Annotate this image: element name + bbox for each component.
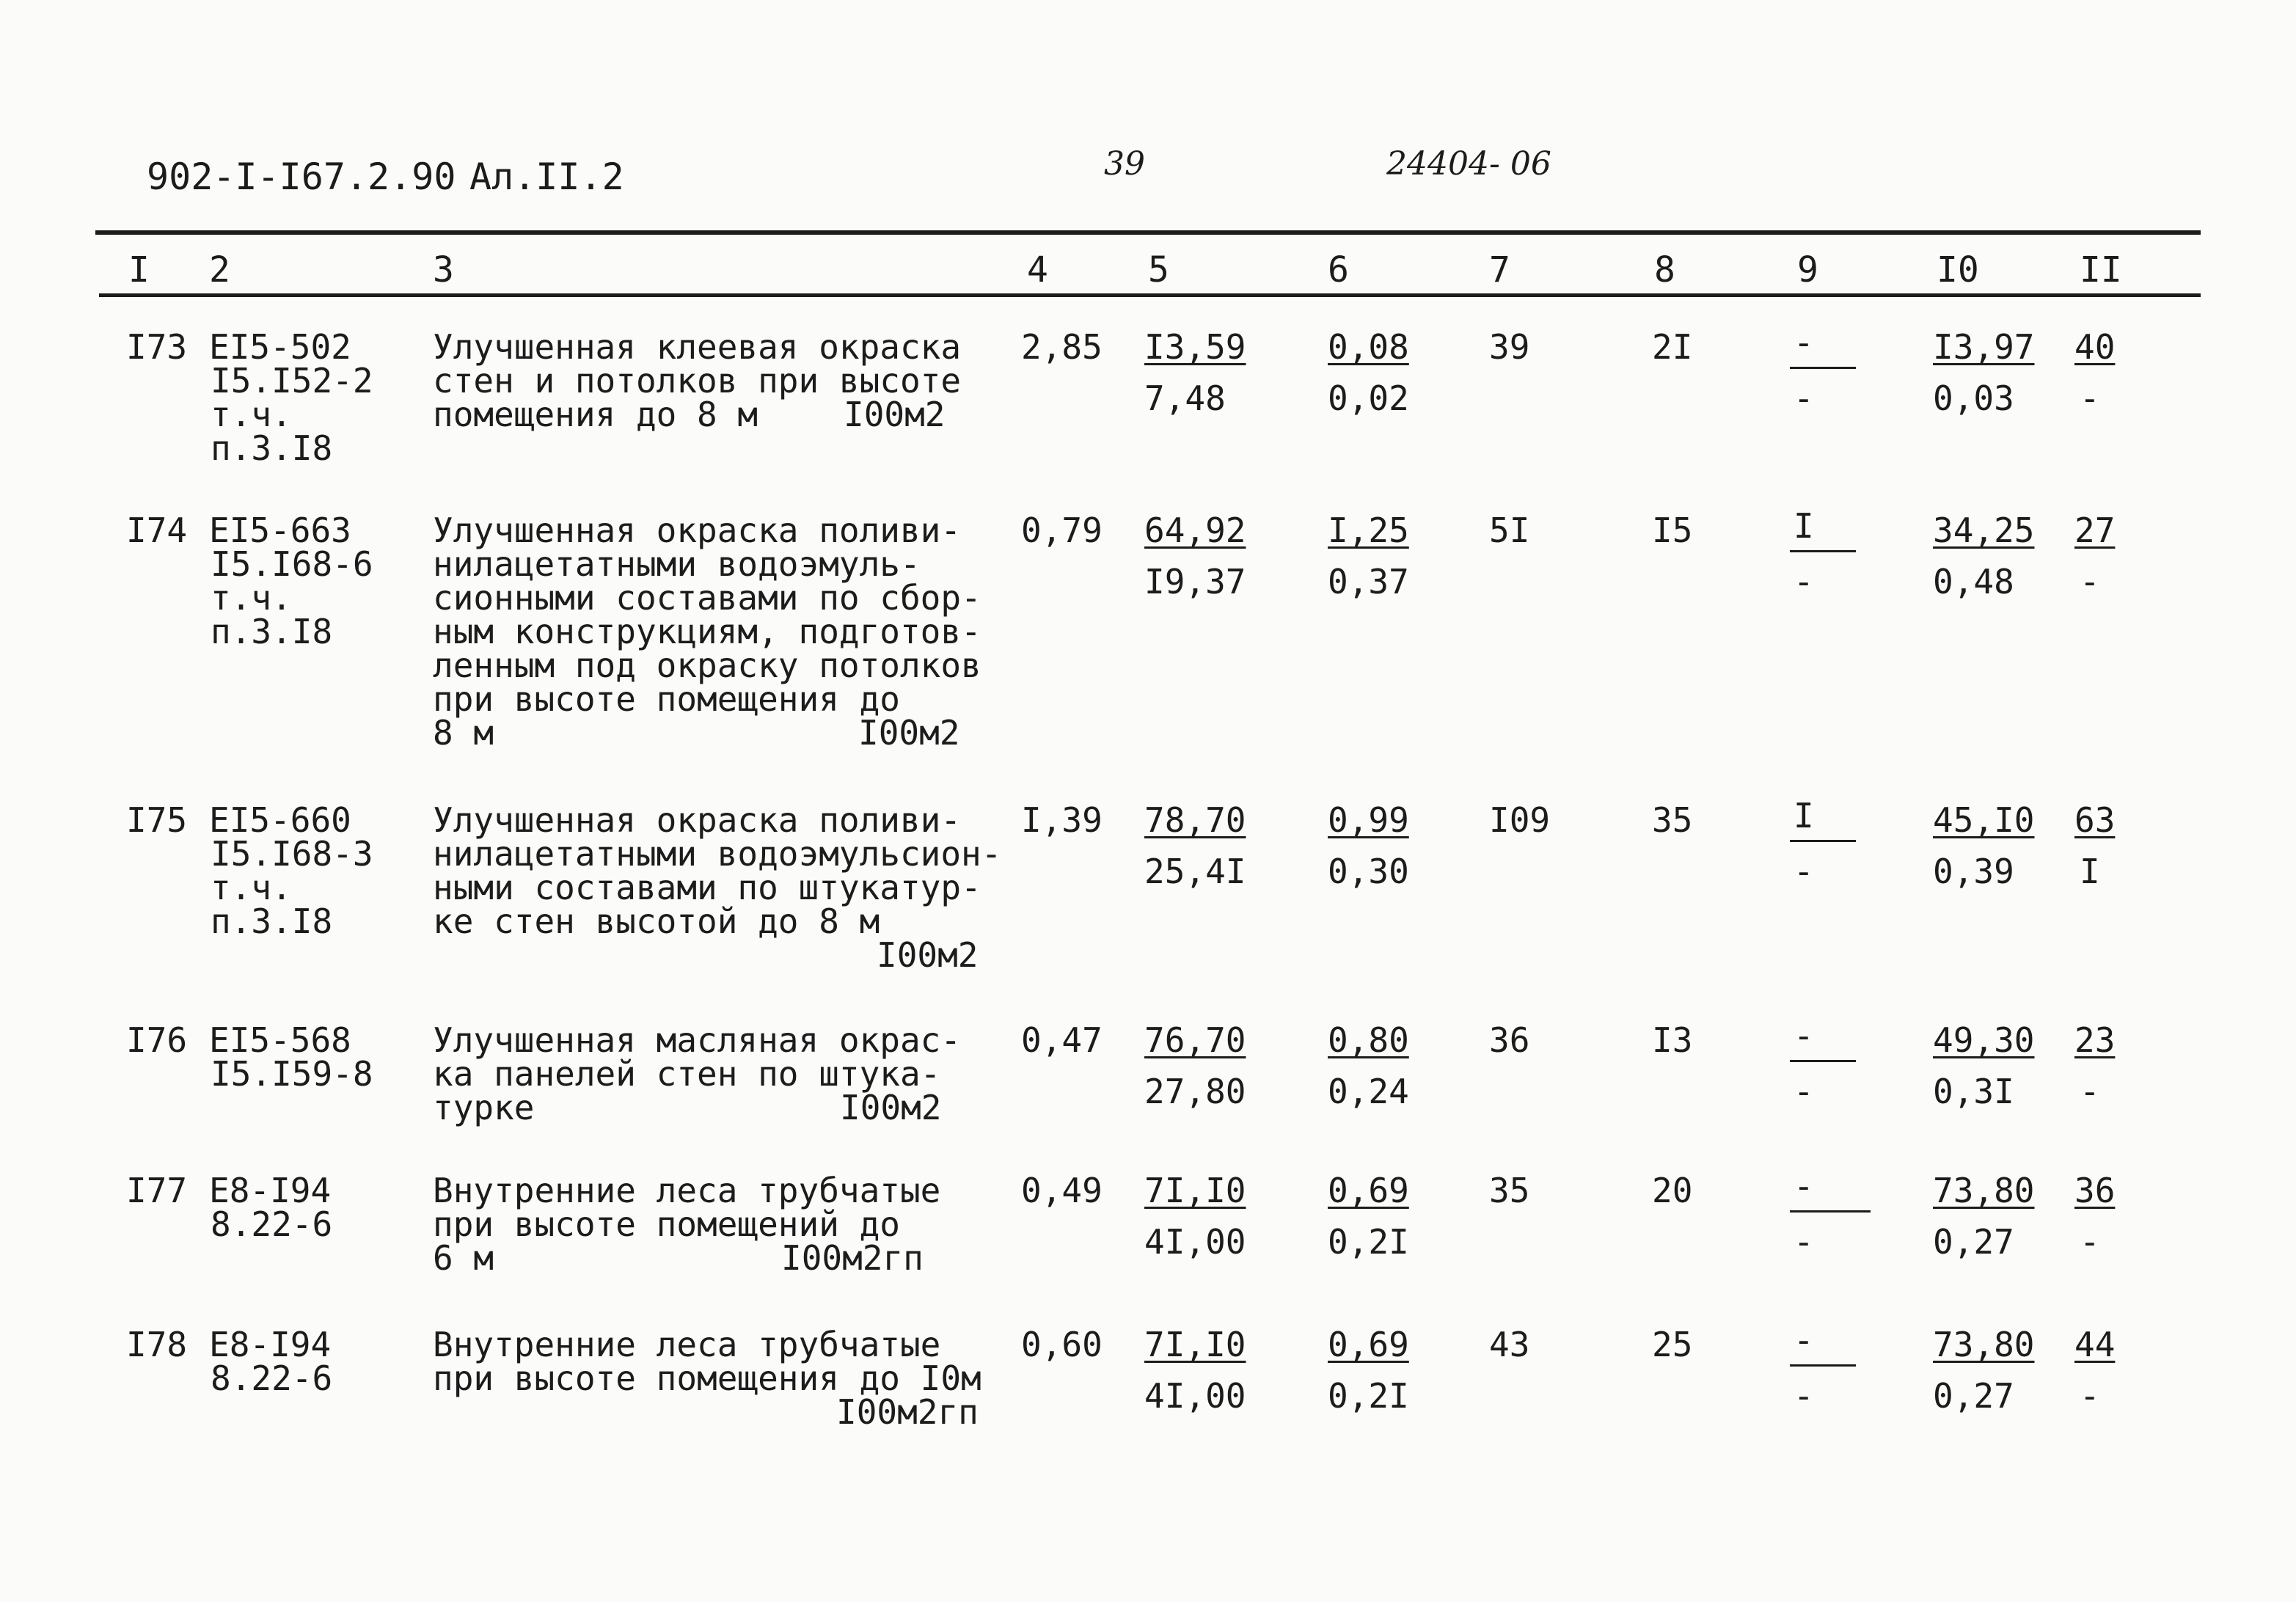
- col-9-top: I: [1794, 506, 1814, 546]
- col-9-fraction-rule: [1790, 367, 1856, 369]
- col-4-value: 0,79: [1021, 511, 1103, 550]
- col-7-value: 35: [1489, 1171, 1530, 1210]
- work-description: нилацетатными водоэмульсион-: [433, 834, 1002, 874]
- col-8-value: I5: [1652, 511, 1693, 550]
- col-7-value: 5I: [1489, 511, 1530, 550]
- col-5-bottom: 4I,00: [1144, 1376, 1246, 1416]
- col-6-top: 0,80: [1328, 1020, 1409, 1060]
- row-number: I73: [126, 327, 188, 367]
- table-header-rule: [99, 293, 2201, 297]
- norm-code: п.3.I8: [211, 428, 333, 468]
- col-5-bottom: 25,4I: [1144, 852, 1246, 891]
- col-8-value: 35: [1652, 800, 1693, 840]
- work-description: ным конструкциям, подготов-: [433, 612, 981, 651]
- col-9-bottom: -: [1794, 852, 1814, 891]
- work-description: Улучшенная окраска поливи-: [433, 511, 962, 550]
- col-9-fraction-rule: [1790, 840, 1856, 842]
- unit-of-measure: I00м2гп: [836, 1392, 979, 1432]
- col-10-top: 49,30: [1933, 1020, 2035, 1060]
- col-6-bottom: 0,02: [1328, 378, 1409, 418]
- col-9-top: I: [1794, 796, 1814, 835]
- work-description: ка панелей стен по штука-: [433, 1054, 941, 1094]
- col-6-bottom: 0,37: [1328, 562, 1409, 601]
- col-10-bottom: 0,3I: [1933, 1072, 2014, 1111]
- archive-number: 24404- 06: [1386, 145, 1551, 183]
- col-5-top: 78,70: [1144, 800, 1246, 840]
- col-9-top: -: [1794, 1166, 1814, 1206]
- work-description: ленным под окраску потолков: [433, 645, 981, 685]
- col-9-bottom: -: [1794, 1072, 1814, 1111]
- col-number: 6: [1328, 249, 1349, 290]
- work-description: турке: [433, 1088, 535, 1127]
- col-6-bottom: 0,30: [1328, 852, 1409, 891]
- work-description: 8 м: [433, 713, 494, 753]
- col-number: 8: [1654, 249, 1675, 290]
- work-description: Внутренние леса трубчатые: [433, 1325, 941, 1364]
- table-top-rule: [95, 230, 2201, 235]
- norm-code: EI5-663: [209, 511, 351, 550]
- col-5-bottom: 27,80: [1144, 1072, 1246, 1111]
- col-11-bottom: -: [2080, 1376, 2100, 1416]
- col-5-bottom: 7,48: [1144, 378, 1226, 418]
- row-number: I77: [126, 1171, 188, 1210]
- col-number: I: [128, 249, 150, 290]
- col-6-bottom: 0,24: [1328, 1072, 1409, 1111]
- unit-of-measure: I00м2: [844, 395, 946, 434]
- work-description: Улучшенная масляная окрас-: [433, 1020, 962, 1060]
- col-4-value: 0,60: [1021, 1325, 1103, 1364]
- unit-of-measure: I00м2: [858, 713, 960, 753]
- norm-code: EI5-568: [209, 1020, 351, 1060]
- col-8-value: I3: [1652, 1020, 1693, 1060]
- col-6-top: 0,08: [1328, 327, 1409, 367]
- col-10-bottom: 0,03: [1933, 378, 2014, 418]
- norm-code: 8.22-6: [211, 1358, 333, 1398]
- col-10-top: 45,I0: [1933, 800, 2035, 840]
- col-6-top: 0,99: [1328, 800, 1409, 840]
- col-number: 7: [1489, 249, 1510, 290]
- col-11-top: 23: [2074, 1020, 2116, 1060]
- col-5-bottom: I9,37: [1144, 562, 1246, 601]
- col-6-top: 0,69: [1328, 1325, 1409, 1364]
- col-number: 9: [1797, 249, 1818, 290]
- col-11-bottom: -: [2080, 378, 2100, 418]
- col-5-top: 64,92: [1144, 511, 1246, 550]
- norm-code: EI5-660: [209, 800, 351, 840]
- col-9-bottom: -: [1794, 1376, 1814, 1416]
- norm-code: I5.I59-8: [211, 1054, 373, 1094]
- col-9-bottom: -: [1794, 1222, 1814, 1262]
- work-description: нилацетатными водоэмуль-: [433, 544, 921, 584]
- col-11-bottom: -: [2080, 1222, 2100, 1262]
- row-number: I74: [126, 511, 188, 550]
- page-number: 39: [1104, 145, 1145, 183]
- album-label: Ал.II.2: [469, 156, 624, 198]
- col-5-top: 7I,I0: [1144, 1171, 1246, 1210]
- col-10-bottom: 0,39: [1933, 852, 2014, 891]
- col-9-bottom: -: [1794, 562, 1814, 601]
- work-description: при высоте помещений до: [433, 1204, 900, 1244]
- col-8-value: 2I: [1652, 327, 1693, 367]
- work-description: ке стен высотой до 8 м: [433, 901, 880, 941]
- col-9-top: -: [1794, 1320, 1814, 1360]
- col-11-top: 40: [2074, 327, 2116, 367]
- col-9-bottom: -: [1794, 378, 1814, 418]
- norm-code: п.3.I8: [211, 612, 333, 651]
- norm-code: т.ч.: [211, 868, 292, 907]
- col-11-top: 36: [2074, 1171, 2116, 1210]
- row-number: I75: [126, 800, 188, 840]
- norm-code: I5.I52-2: [211, 361, 373, 400]
- unit-of-measure: I00м2: [840, 1088, 942, 1127]
- work-description: 6 м: [433, 1238, 494, 1278]
- col-10-bottom: 0,27: [1933, 1222, 2014, 1262]
- work-description: помещения до 8 м: [433, 395, 758, 434]
- col-6-top: I,25: [1328, 511, 1409, 550]
- work-description: ными составами по штукатур-: [433, 868, 981, 907]
- col-8-value: 25: [1652, 1325, 1693, 1364]
- norm-code: п.3.I8: [211, 901, 333, 941]
- col-11-top: 27: [2074, 511, 2116, 550]
- col-9-fraction-rule: [1790, 550, 1856, 552]
- col-5-top: I3,59: [1144, 327, 1246, 367]
- unit-of-measure: I00м2: [877, 935, 979, 975]
- col-4-value: 0,47: [1021, 1020, 1103, 1060]
- col-7-value: 39: [1489, 327, 1530, 367]
- col-number: I0: [1937, 249, 1979, 290]
- norm-code: I5.I68-6: [211, 544, 373, 584]
- col-7-value: I09: [1489, 800, 1551, 840]
- col-number: II: [2080, 249, 2122, 290]
- norm-code: E8-I94: [209, 1325, 332, 1364]
- work-description: Улучшенная окраска поливи-: [433, 800, 962, 840]
- col-11-top: 44: [2074, 1325, 2116, 1364]
- col-4-value: 2,85: [1021, 327, 1103, 367]
- col-10-top: 73,80: [1933, 1325, 2035, 1364]
- work-description: Внутренние леса трубчатые: [433, 1171, 941, 1210]
- col-9-fraction-rule: [1790, 1060, 1856, 1062]
- col-9-top: -: [1794, 323, 1814, 362]
- col-number: 4: [1027, 249, 1048, 290]
- col-number: 3: [433, 249, 454, 290]
- col-4-value: 0,49: [1021, 1171, 1103, 1210]
- col-10-bottom: 0,27: [1933, 1376, 2014, 1416]
- row-number: I78: [126, 1325, 188, 1364]
- col-11-top: 63: [2074, 800, 2116, 840]
- work-description: при высоте помещения до: [433, 679, 900, 719]
- col-9-top: -: [1794, 1016, 1814, 1056]
- work-description: Улучшенная клеевая окраска: [433, 327, 962, 367]
- norm-code: т.ч.: [211, 578, 292, 618]
- col-5-top: 7I,I0: [1144, 1325, 1246, 1364]
- col-6-bottom: 0,2I: [1328, 1376, 1409, 1416]
- col-10-bottom: 0,48: [1933, 562, 2014, 601]
- norm-code: I5.I68-3: [211, 834, 373, 874]
- row-number: I76: [126, 1020, 188, 1060]
- col-10-top: 34,25: [1933, 511, 2035, 550]
- col-11-bottom: -: [2080, 562, 2100, 601]
- document-code: 902-I-I67.2.90: [147, 156, 456, 198]
- norm-code: т.ч.: [211, 395, 292, 434]
- col-6-bottom: 0,2I: [1328, 1222, 1409, 1262]
- col-10-top: 73,80: [1933, 1171, 2035, 1210]
- col-number: 5: [1148, 249, 1169, 290]
- col-10-top: I3,97: [1933, 327, 2035, 367]
- work-description: при высоте помещения до I0м: [433, 1358, 981, 1398]
- col-5-top: 76,70: [1144, 1020, 1246, 1060]
- col-number: 2: [209, 249, 230, 290]
- col-4-value: I,39: [1021, 800, 1103, 840]
- col-5-bottom: 4I,00: [1144, 1222, 1246, 1262]
- norm-code: 8.22-6: [211, 1204, 333, 1244]
- col-6-top: 0,69: [1328, 1171, 1409, 1210]
- col-8-value: 20: [1652, 1171, 1693, 1210]
- col-11-bottom: I: [2080, 852, 2100, 891]
- norm-code: EI5-502: [209, 327, 351, 367]
- col-9-fraction-rule: [1790, 1364, 1856, 1367]
- unit-of-measure: I00м2гп: [781, 1238, 924, 1278]
- work-description: стен и потолков при высоте: [433, 361, 962, 400]
- col-11-bottom: -: [2080, 1072, 2100, 1111]
- col-7-value: 43: [1489, 1325, 1530, 1364]
- col-7-value: 36: [1489, 1020, 1530, 1060]
- col-9-fraction-rule: [1790, 1210, 1871, 1213]
- work-description: сионными составами по сбор-: [433, 578, 981, 618]
- norm-code: E8-I94: [209, 1171, 332, 1210]
